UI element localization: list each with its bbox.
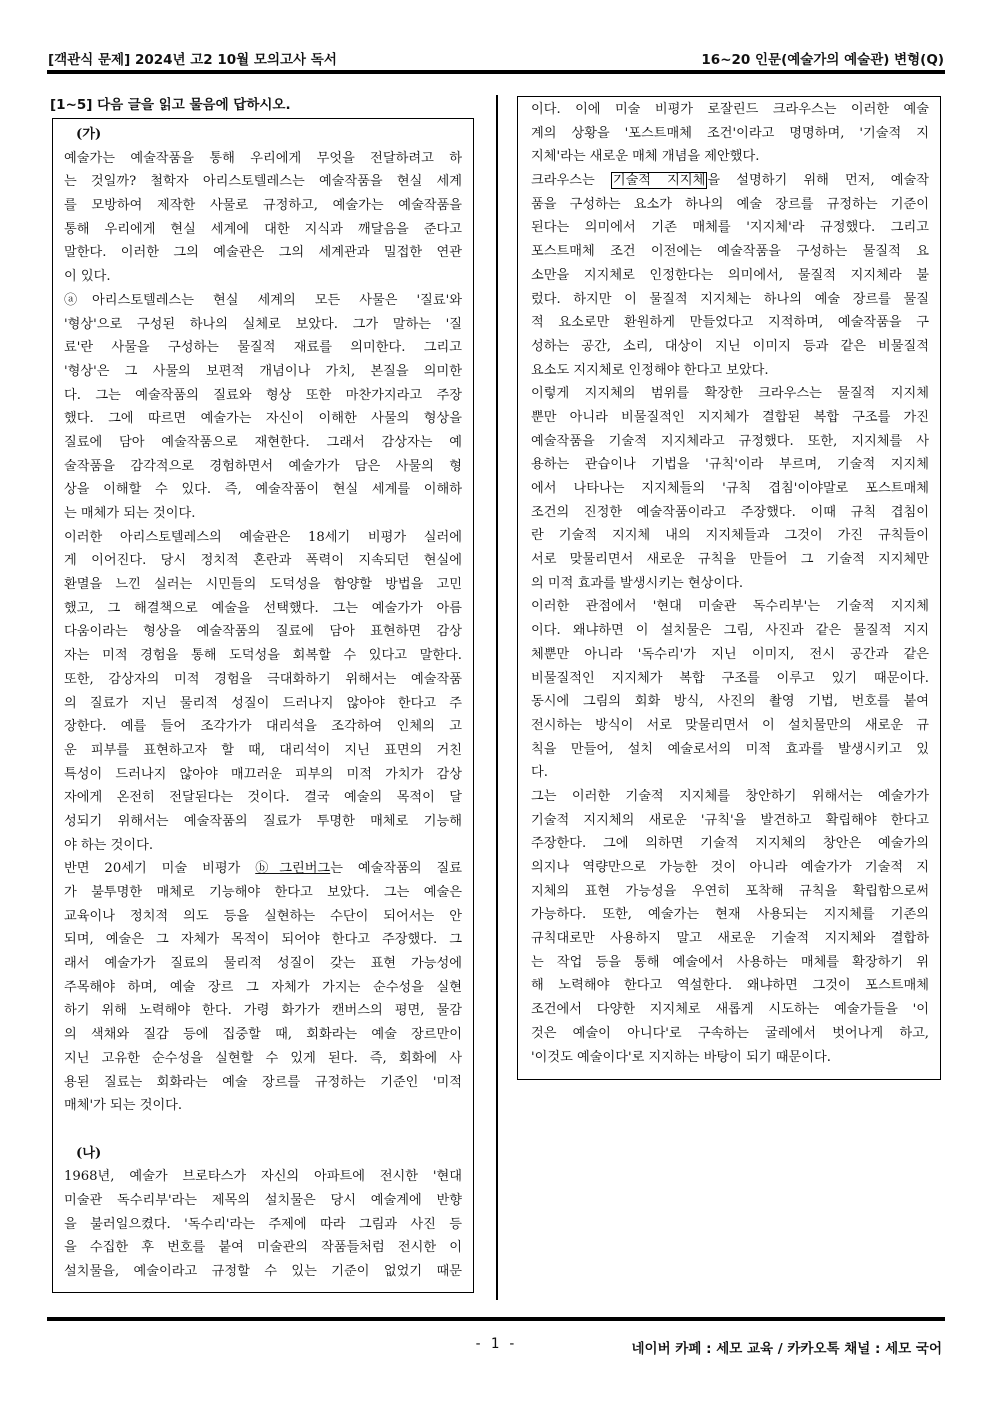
text-line: 성되기 위해서는 예술작품의 질료가 투명한 매체로 기능해 — [64, 813, 462, 829]
top-rule — [47, 70, 945, 74]
text-line: 술작품을 감각적으로 경험하면서 예술가가 담은 사물의 형 — [64, 458, 462, 474]
text-line: 질료에 담아 예술작품으로 재현한다. 그래서 감상자는 예 — [64, 434, 462, 450]
column-separator — [496, 95, 498, 1300]
header-left-title: [객관식 문제] 2024년 고2 10월 모의고사 독서 — [48, 52, 337, 68]
text-line: ⓐ아리스토텔레스는 현실 세계의 모든 사물은 '질료'와 — [64, 292, 462, 308]
text-line: 조건의 진정한 예술작품이라고 주장했다. 이때 규칙 겹침이 — [531, 504, 929, 520]
text-line: 기술적 지지체의 새로운 '규칙'을 발견하고 확립해야 한다고 — [531, 812, 929, 828]
section-label-ga: (가) — [76, 127, 102, 142]
text-line: 환멸을 느낀 실러는 시민들의 도덕성을 함양할 방법을 고민 — [64, 577, 462, 593]
text-line: 래서 예술가가 질료의 물리적 성질이 갖는 표현 가능성에 — [64, 956, 462, 972]
text-line: 예술작품을 기술적 지지체라고 규정했다. 또한, 지지체를 사 — [531, 433, 929, 449]
text-line: 주장한다. 그에 의하면 기술적 지지체의 창안은 예술가의 — [531, 836, 929, 852]
question-heading: [1~5] 다음 글을 읽고 물음에 답하시오. — [50, 97, 291, 113]
text-line: 을 불러일으켰다. '독수리'라는 주제에 따라 그림과 사진 등 — [64, 1216, 462, 1232]
passage-box-right — [517, 96, 941, 1080]
text-line: 했다. 그에 따르면 예술가는 자신이 이해한 사물의 형상을 — [64, 411, 462, 427]
text-line: 하기 위해 노력해야 한다. 가령 화가가 캔버스의 평면, 물감 — [64, 1003, 462, 1019]
text-line: 가능하다. 또한, 예술가는 현재 사용되는 지지체를 기존의 — [531, 907, 929, 923]
text-line: 용된 질료는 회화라는 예술 장르를 규정하는 기준인 '미적 — [64, 1074, 462, 1090]
text-line: 게 이어진다. 당시 정치적 혼란과 폭력이 지속되던 현실에 — [64, 553, 462, 569]
text-line: 또한, 감상자의 미적 경험을 극대화하기 위해서는 예술작품 — [64, 671, 462, 687]
text-line: 를 모방하여 제작한 사물로 규정하고, 예술가는 예술작품을 — [64, 198, 462, 214]
text-line: 계의 상황을 '포스트매체 조건'이라고 명명하며, '기술적 지 — [531, 125, 929, 141]
boxed-term: 기술적 지지체 — [612, 173, 706, 189]
text-line: 주목해야 하며, 예술 장르 그 자체가 가지는 순수성을 실현 — [64, 979, 462, 995]
text-line: 되며, 예술은 그 자체가 목적이 되어야 한다고 주장했다. 그 — [64, 932, 462, 948]
text-line: 소만을 지지체로 인정한다는 의미에서, 물질적 지지체라 불 — [531, 267, 929, 283]
text-line: 해 노력해야 한다고 역설한다. 왜냐하면 그것이 포스트매체 — [531, 978, 929, 994]
text-line: 렀다. 하지만 이 물질적 지지체는 하나의 예술 장르를 물질 — [531, 291, 929, 307]
text-line: 의 미적 효과를 발생시키는 현상이다. — [531, 575, 744, 591]
text-line: '형상'으로 구성된 하나의 실체로 보았다. 그가 말하는 '질 — [64, 316, 462, 332]
text-line: 이다. 이에 미술 비평가 로잘린드 크라우스는 이러한 예술 — [531, 102, 929, 117]
text-line: 장한다. 예를 들어 조각가가 대리석을 조각하여 인체의 고 — [64, 719, 462, 735]
text-segment: 는 예술작품의 질료 — [330, 861, 462, 877]
text-line: '형상'은 그 사물의 보편적 개념이나 가치, 본질을 의미한 — [64, 363, 462, 379]
text-line: 품을 구성하는 요소가 하나의 예술 장르를 규정하는 기준이 — [531, 196, 929, 212]
text-line: '이것도 예술이다'로 지지하는 바탕이 되기 때문이다. — [531, 1049, 831, 1065]
text-line: 그는 이러한 기술적 지지체를 창안하기 위해서는 예술가가 — [531, 788, 929, 804]
page-number: - 1 - — [473, 1336, 517, 1352]
text-line: 이렇게 지지체의 범위를 확장한 크라우스는 물질적 지지체 — [531, 386, 929, 402]
text-line: 성하는 공간, 소리, 대상이 지닌 이미지 등과 같은 비물질적 — [531, 338, 929, 354]
text-line: 매체'가 되는 것이다. — [64, 1098, 183, 1114]
text-line: 특성이 드러나지 않아야 매끄러운 피부의 미적 가치가 감상 — [64, 766, 462, 782]
text-line: 서로 맞물리면서 새로운 규칙을 만들어 그 기술적 지지체만 — [531, 552, 929, 568]
text-segment: 크라우스는 — [531, 173, 611, 189]
text-line: 이다. 왜냐하면 이 설치물은 그림, 사진과 같은 물질적 지지 — [531, 623, 929, 639]
text-line: 에서 나타나는 지지체들의 '규칙 겹침'이야말로 포스트매체 — [531, 481, 929, 496]
footer-channel-info: 네이버 카페 : 세모 교육 / 카카오톡 채널 : 세모 국어 — [631, 1341, 942, 1357]
section-label-na: (나) — [76, 1145, 102, 1161]
text-line: 지닌 고유한 순수성을 실현할 수 있게 된다. 즉, 회화에 사 — [64, 1050, 462, 1066]
text-segment: 반면 20세기 미술 비평가 — [64, 861, 256, 877]
text-line: 뿐만 아니라 비물질적인 지지체가 결합된 복합 구조를 가진 — [531, 409, 929, 425]
text-line: 적 요소로만 환원하게 만들었다고 지적하며, 예술작품을 구 — [531, 315, 929, 331]
text-line: 란 기술적 지지체 내의 지지체들과 그것이 가진 규칙들이 — [531, 528, 929, 544]
greenberg-underlined: ⓑ그린버그 — [255, 861, 331, 877]
text-line: 다. 그는 예술작품의 질료와 형상 또한 마찬가지라고 주장 — [64, 387, 462, 403]
text-line: 전시하는 방식이 서로 맞물리면서 이 설치물만의 새로운 규 — [531, 717, 929, 733]
text-line: 의 질료가 지닌 물리적 성질이 드러나지 않아야 한다고 주 — [64, 695, 462, 711]
text-line: 다움이라는 형상을 예술작품의 질료에 담아 표현하면 감상 — [64, 624, 462, 640]
text-line: 지체'라는 새로운 매체 개념을 제안했다. — [531, 149, 760, 165]
text-line: 다. — [531, 765, 548, 781]
text-line: 의 색채와 질감 등에 집중할 때, 회화라는 예술 장르만이 — [64, 1027, 462, 1043]
passage-box-left — [52, 118, 474, 1293]
text-line: 포스트매체 조건 이전에는 예술작품을 구성하는 물질적 요 — [531, 244, 929, 260]
text-line-with-greenberg — [64, 857, 462, 881]
text-line: 용하는 관습이나 기법을 '규칙'이라 부르며, 기술적 지지체 — [531, 457, 929, 473]
header-right-title: 16~20 인문(예술가의 예술관) 변형(Q) — [701, 52, 944, 68]
text-line: 료'란 사물을 구성하는 물질적 재료를 의미한다. 그리고 — [64, 340, 462, 356]
text-line: 이러한 아리스토텔레스의 예술관은 18세기 비평가 실러에 — [64, 529, 462, 545]
text-line: 야 하는 것이다. — [64, 837, 154, 853]
text-line: 자는 미적 경험을 통해 도덕성을 회복할 수 있다고 말한다. — [64, 648, 462, 664]
text-line: 는 매체가 되는 것이다. — [64, 506, 196, 521]
text-line: 는 것일까? 철학자 아리스토텔레스는 예술작품을 현실 세계 — [64, 174, 462, 190]
text-line: 설치물을, 예술이라고 규정할 수 있는 기준이 없었기 때문 — [64, 1264, 462, 1279]
bottom-rule — [47, 1317, 945, 1321]
text-line: 통해 우리에게 현실 세계에 대한 지식과 깨달음을 준다고 — [64, 221, 462, 237]
text-line: 조건에서 다양한 지지체로 새롭게 시도하는 예술가들을 '이 — [531, 1002, 929, 1018]
text-line: 교육이나 정치적 의도 등을 실현하는 수단이 되어서는 안 — [64, 908, 462, 924]
text-line: 요소도 지지체로 인정해야 한다고 보았다. — [531, 362, 769, 378]
text-line: 칙을 만들어, 설치 예술로서의 미적 효과를 발생시키고 있 — [531, 741, 929, 757]
text-line: 자에게 온전히 전달된다는 것이다. 결국 예술의 목적이 달 — [64, 790, 462, 806]
text-line: 동시에 그림의 회화 방식, 사진의 촬영 기법, 번호를 붙여 — [531, 694, 929, 710]
text-line: 이러한 관점에서 '현대 미술관 독수리부'는 기술적 지지체 — [531, 599, 929, 615]
text-line: 가 불투명한 매체로 기능해야 한다고 보았다. 그는 예술은 — [64, 885, 462, 900]
text-line: 규칙대로만 사용하지 말고 새로운 기술적 지지체와 결합하 — [531, 931, 929, 947]
text-line: 이 있다. — [64, 269, 111, 285]
text-line: 운 피부를 표현하고자 할 때, 대리석이 지닌 표면의 거친 — [64, 742, 462, 758]
text-line-with-boxed-term — [531, 169, 929, 193]
text-line: 것은 예술이 아니다'로 구속하는 굴레에서 벗어나게 하고, — [531, 1025, 929, 1041]
text-line: 예술가는 예술작품을 통해 우리에게 무엇을 전달하려고 하 — [64, 150, 462, 166]
text-line: 된다는 의미에서 기존 매체를 '지지체'라 규정했다. 그리고 — [531, 220, 929, 236]
text-line: 의지나 역량만으로 가능한 것이 아니라 예술가가 기술적 지 — [531, 860, 929, 875]
text-line: 미술관 독수리부'라는 제목의 설치물은 당시 예술계에 반향 — [64, 1192, 462, 1208]
text-segment: 을 설명하기 위해 먼저, 예술작 — [707, 173, 929, 189]
text-line: 지체의 표현 가능성을 우연히 포착해 규칙을 확립함으로써 — [531, 883, 929, 899]
text-line: 비물질적인 지지체가 복합 구조를 이루고 있기 때문이다. — [531, 670, 929, 686]
text-line: 말한다. 이러한 그의 예술관은 그의 세계관과 밀접한 연관 — [64, 245, 462, 261]
text-line: 는 작업 등을 통해 예술에서 사용하는 매체를 확장하기 위 — [531, 954, 929, 970]
text-line: 을 수집한 후 번호를 붙여 미술관의 작품들처럼 전시한 이 — [64, 1240, 462, 1256]
text-line: 1968년, 예술가 브로타스가 자신의 아파트에 전시한 '현대 — [64, 1169, 462, 1185]
text-line: 상을 이해할 수 있다. 즉, 예술작품이 현실 세계를 이해하 — [64, 482, 462, 498]
text-line: 했고, 그 해결책으로 예술을 선택했다. 그는 예술가가 아름 — [64, 600, 462, 616]
text-line: 체뿐만 아니라 '독수리'가 지닌 이미지, 전시 공간과 같은 — [531, 646, 929, 662]
